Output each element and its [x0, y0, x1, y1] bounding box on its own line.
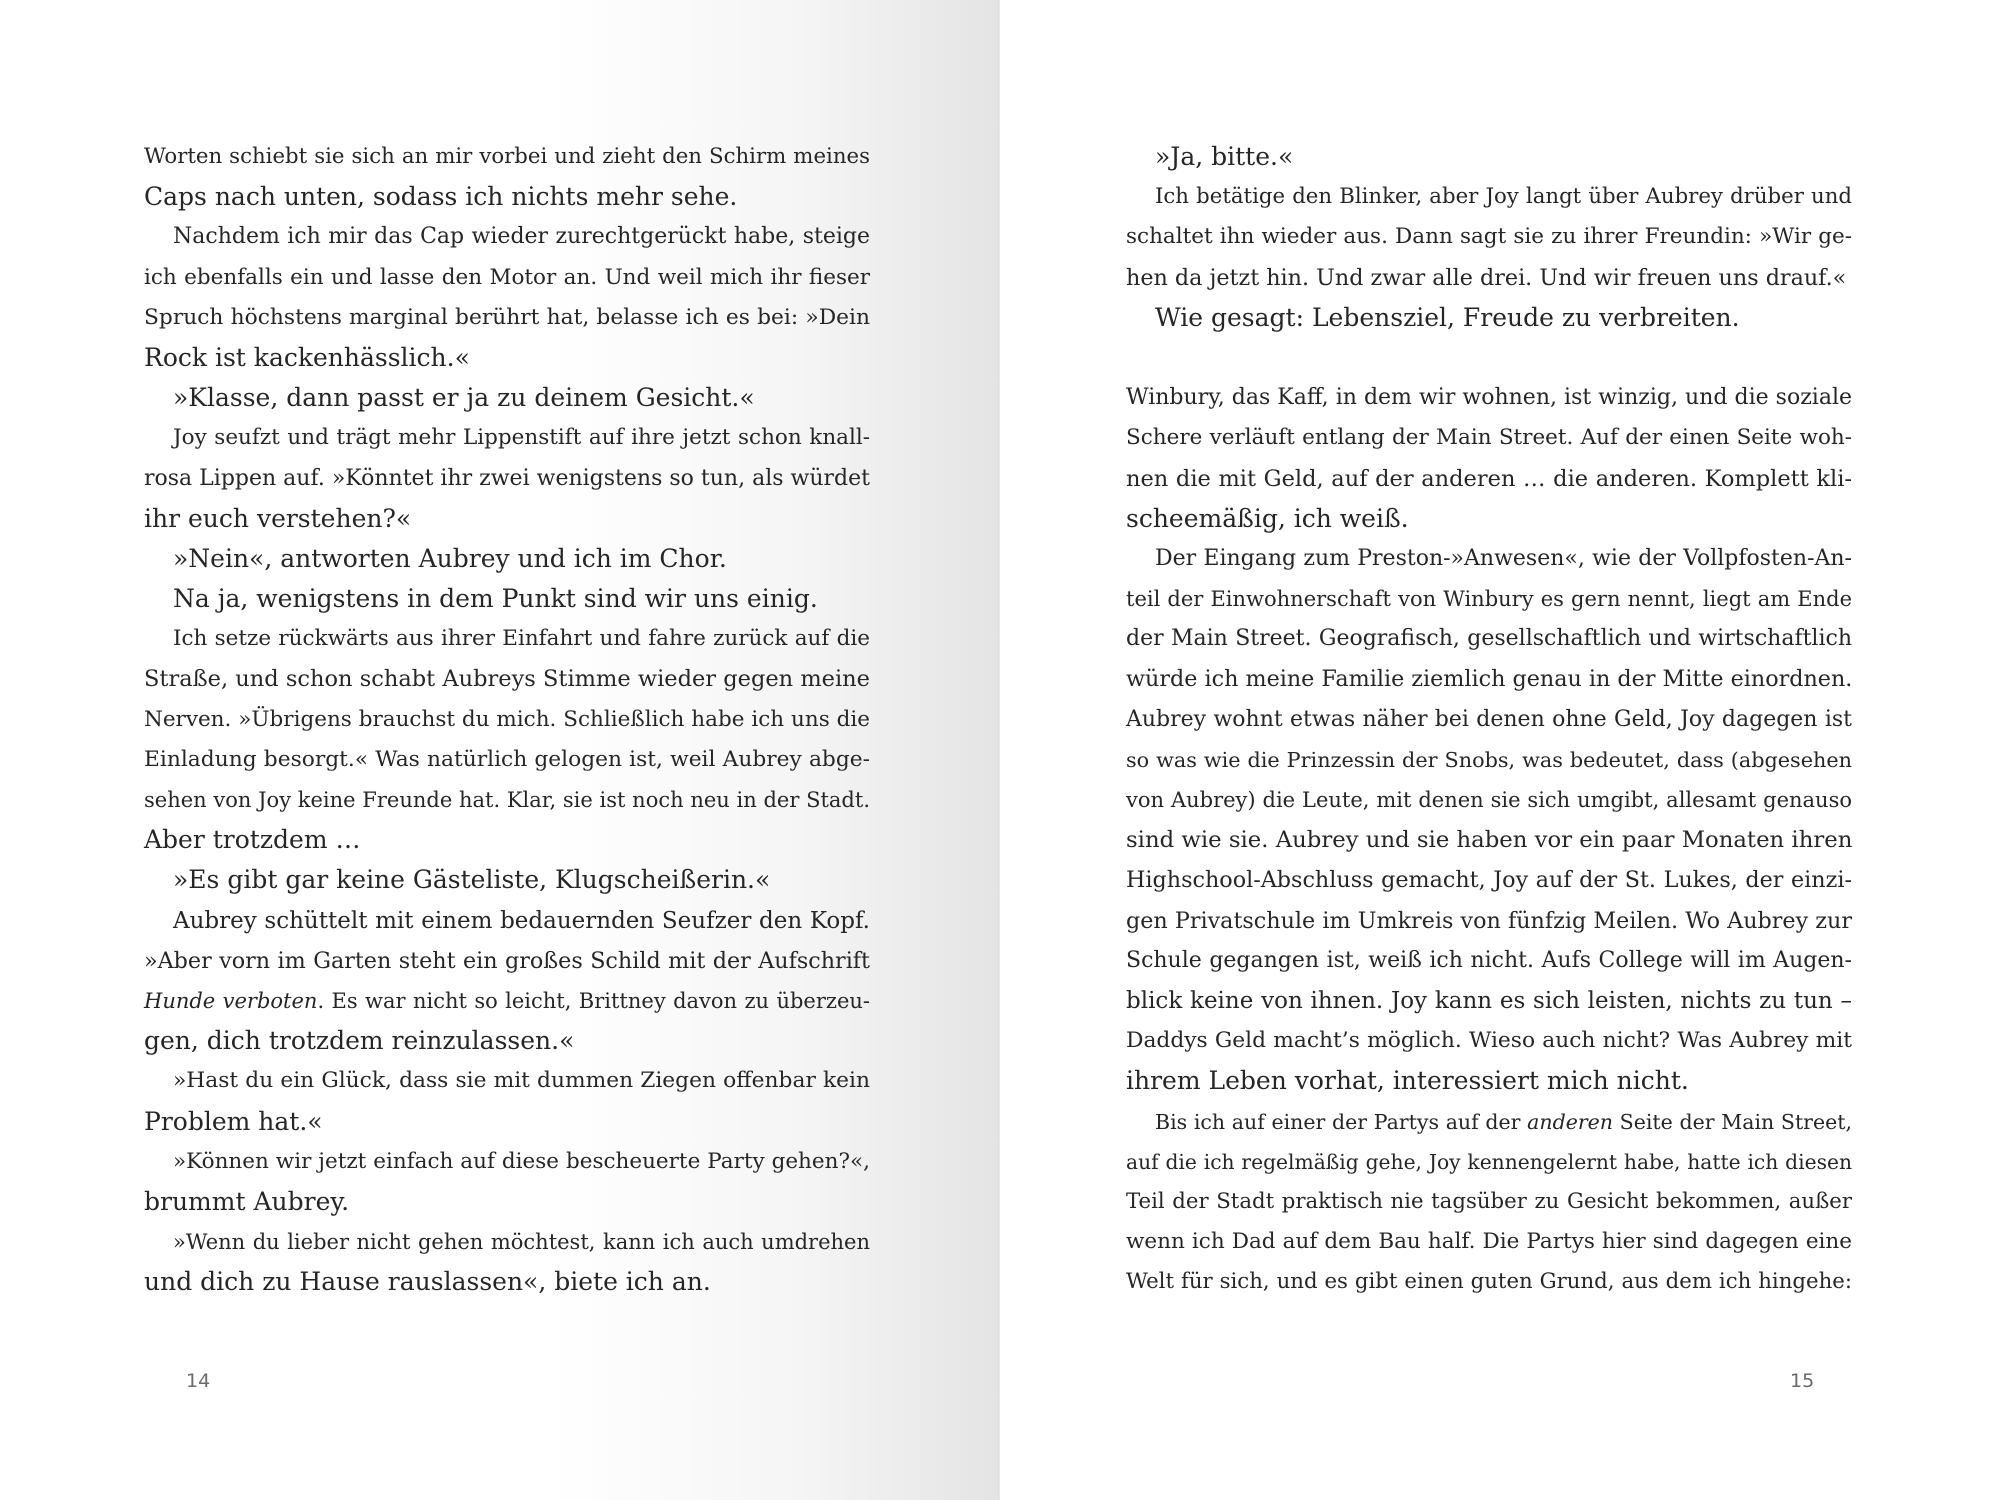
text-line: teil der Einwohnerschaft von Winbury es gern nennt, liegt am Ende: [1126, 587, 1852, 612]
text-line: auf die ich regelmäßig gehe, Joy kennengelernt habe, hatte ich diesen: [1126, 1149, 1852, 1174]
text-line: Ich betätige den Blinker, aber Joy langt über Aubrey drüber und: [1155, 184, 1852, 210]
text-line: Aubrey wohnt etwas näher bei denen ohne Geld, Joy dagegen ist: [1126, 706, 1852, 732]
text-line: blick keine von ihnen. Joy kann es sich leisten, nichts zu tun –: [1126, 987, 1852, 1014]
text-line: »Aber vorn im Garten steht ein großes Schild mit der Aufschrift: [144, 947, 870, 974]
text-line: so was wie die Prinzessin der Snobs, was bedeutet, dass (abgesehen: [1126, 747, 1852, 772]
text-line: und dich zu Hause rauslassen«, biete ich an.: [144, 1267, 711, 1297]
text-line: Nachdem ich mir das Cap wieder zurechtgerückt habe, steige: [173, 224, 870, 250]
text-line: wenn ich Dad auf dem Bau half. Die Partys hier sind dagegen eine: [1126, 1229, 1852, 1255]
text-line: sehen von Joy keine Freunde hat. Klar, sie ist noch neu in der Stadt.: [144, 788, 870, 812]
text-line: Wie gesagt: Lebensziel, Freude zu verbreiten.: [1155, 302, 1740, 332]
text-line: rosa Lippen auf. »Könntet ihr zwei wenigstens so tun, als würdet: [144, 465, 870, 491]
text-line: brummt Aubrey.: [144, 1186, 350, 1216]
text-line: gen, dich trotzdem reinzulassen.«: [144, 1026, 575, 1056]
text-line: Nerven. »Übrigens brauchst du mich. Schließlich habe ich uns die: [144, 706, 870, 732]
text-line: Problem hat.«: [144, 1106, 323, 1136]
text-line: »Ja, bitte.«: [1155, 142, 1294, 171]
text-line: ihrem Leben vorhat, interessiert mich nicht.: [1126, 1066, 1689, 1096]
text-line: schaltet ihn wieder aus. Dann sagt sie zu ihrer Freundin: »Wir ge-: [1126, 224, 1852, 250]
text-line: Na ja, wenigstens in dem Punkt sind wir uns einig.: [173, 584, 818, 614]
text-line: würde ich meine Familie ziemlich genau in der Mitte einordnen.: [1126, 666, 1853, 693]
text-line: der Main Street. Geografisch, gesellschaftlich und wirtschaftlich: [1126, 626, 1852, 652]
text-line: Winbury, das Kaff, in dem wir wohnen, ist winzig, und die soziale: [1126, 385, 1852, 411]
text-line: »Hast du ein Glück, dass sie mit dummen Ziegen offenbar kein: [173, 1068, 870, 1094]
section-break: [1126, 338, 1852, 378]
text-line: »Können wir jetzt einfach auf diese bescheuerte Party gehen?«,: [173, 1148, 870, 1174]
emphasis-text: Hunde verboten: [144, 988, 318, 1013]
text-line: »Es gibt gar keine Gästeliste, Klugscheißerin.«: [173, 865, 771, 895]
text-line: Ich setze rückwärts aus ihrer Einfahrt und fahre zurück auf die: [173, 626, 870, 652]
text-line: ich ebenfalls ein und lasse den Motor an. Und weil mich ihr fieser: [144, 264, 870, 290]
text-line: nen die mit Geld, auf der anderen … die anderen. Komplett kli-: [1126, 465, 1852, 492]
text-line: hen da jetzt hin. Und zwar alle drei. Und wir freuen uns drauf.«: [1126, 264, 1847, 291]
text-line: Einladung besorgt.« Was natürlich gelogen ist, weil Aubrey abge-: [144, 746, 870, 772]
page-number-right: 15: [1790, 1370, 1815, 1392]
text-line: von Aubrey) die Leute, mit denen sie sich umgibt, allesamt genauso: [1126, 788, 1852, 812]
text-line: Schule gegangen ist, weiß ich nicht. Aufs College will im Augen-: [1126, 947, 1852, 973]
emphasis-text: anderen: [1527, 1109, 1613, 1134]
text-line: Hunde verboten. Es war nicht so leicht, Brittney davon zu überzeu-: [144, 988, 871, 1013]
text-line: Joy seufzt und trägt mehr Lippenstift auf ihre jetzt schon knall-: [173, 425, 870, 451]
text-line: Teil der Stadt praktisch nie tagsüber zu Gesicht bekommen, außer: [1126, 1188, 1852, 1214]
page-number-left: 14: [186, 1370, 211, 1392]
text-line: Caps nach unten, sodass ich nichts mehr sehe.: [144, 182, 738, 212]
text-line: »Nein«, antworten Aubrey und ich im Chor.: [173, 543, 727, 573]
text-line: Aber trotzdem …: [144, 825, 361, 855]
text-line: »Wenn du lieber nicht gehen möchtest, kann ich auch umdrehen: [173, 1230, 870, 1255]
right-page: [1000, 0, 2000, 1500]
text-line: Schere verläuft entlang der Main Street. Auf der einen Seite woh-: [1126, 425, 1852, 451]
text-line: Worten schiebt sie sich an mir vorbei und zieht den Schirm meines: [144, 144, 870, 169]
text-line: scheemäßig, ich weiß.: [1126, 503, 1409, 533]
text-line: Bis ich auf einer der Partys auf der anderen Seite der Main Street,: [1155, 1109, 1853, 1134]
text-line: sind wie sie. Aubrey und sie haben vor ein paar Monaten ihren: [1126, 827, 1853, 854]
right-page-text: [1126, 137, 1852, 1302]
text-line: »Klasse, dann passt er ja zu deinem Gesicht.«: [173, 383, 755, 413]
text-line: Aubrey schüttelt mit einem bedauernden Seufzer den Kopf.: [173, 907, 870, 934]
text-line: ihr euch verstehen?«: [144, 503, 412, 533]
text-line: Welt für sich, und es gibt einen guten Grund, aus dem ich hingehe:: [1126, 1269, 1852, 1295]
text-line: Spruch höchstens marginal berührt hat, belasse ich es bei: »Dein: [144, 304, 870, 330]
text-line: Rock ist kackenhässlich.«: [144, 342, 470, 372]
text-line: Der Eingang zum Preston-»Anwesen«, wie der Vollpfosten-An-: [1155, 545, 1852, 571]
text-line: gen Privatschule im Umkreis von fünfzig Meilen. Wo Aubrey zur: [1126, 907, 1852, 934]
text-line: Highschool-Abschluss gemacht, Joy auf der St. Lukes, der einzi-: [1126, 867, 1852, 894]
text-line: Straße, und schon schabt Aubreys Stimme wieder gegen meine: [144, 666, 870, 693]
left-page-text: [144, 137, 870, 1302]
text-line: Daddys Geld macht’s möglich. Wieso auch nicht? Was Aubrey mit: [1126, 1028, 1852, 1054]
